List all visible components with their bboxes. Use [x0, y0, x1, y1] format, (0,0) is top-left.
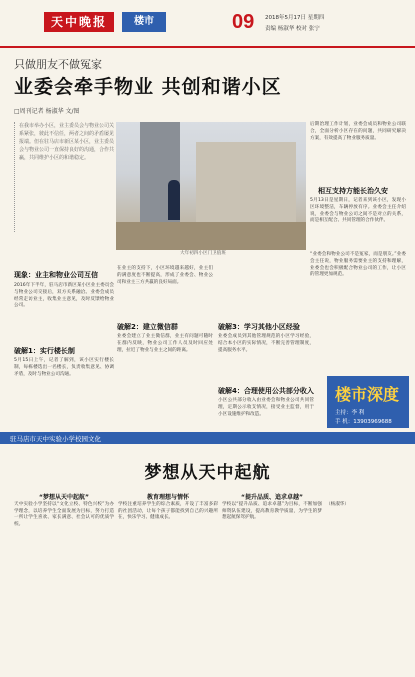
paragraph-4: 业委会成员到其他管理规范的小区学习经验，结合本小区的实际情况，不断完善管理制度，提高服务水平。 — [218, 334, 314, 353]
column-promo-box — [327, 376, 409, 428]
section-banner-text: 驻马店市天中实验小学校园文化 — [10, 435, 101, 443]
subheading-fix-3: 破解3：学习其他小区经验 — [218, 323, 300, 331]
section-label: 楼市 — [122, 12, 166, 32]
subheading-fix-2: 破解2：建立微信群 — [117, 323, 178, 331]
right-column-text: 后期治理工作计划，业委会成员和物业公司联合，全面分析小区存在的问题，共同研究解决方案，有效提高了物业服务质量。 — [310, 122, 406, 141]
photo-building — [196, 142, 296, 222]
article2-col1: 天中实验小学坚持以“文化立校、特色兴校”为办学理念，以培养学生全面发展为目标，努力打造一所让学生喜欢、家长满意、社会认可的优质学校。 — [14, 502, 114, 528]
editor-line: 责编 杨淑华 校对 张宁 — [265, 26, 320, 32]
paragraph-5: 小区公共部分收入由业委会和物业公司共同管理，定期公示收支情况，接受业主监督，用于小区设施维护和改造。 — [218, 398, 314, 417]
page-number: 09 — [232, 11, 255, 33]
right-column-text-3: “业委会和物业公司不是冤家，而是朋友。”业委会主任说，物业服务需要业主的支持和理解，业委会也会积极配合物业公司的工作，让小区的管理更加规范。 — [310, 252, 406, 278]
top-rule — [0, 46, 415, 48]
subheading-2a: “梦想从天中起航” — [39, 494, 89, 501]
right-column-text-2: 5月13日是星期日，记者来到该小区，发现小区环境整洁，车辆停放有序。业委会主任介绍说，业委会与物业公司之间不是对立的关系，而是相互配合、共同管理的合作伙伴。 — [310, 198, 406, 224]
article2-col2: 学校注重培养学生的综合素质，开设了丰富多彩的社团活动，让每个孩子都能找到自己的兴趣所在，快乐学习、健康成长。 — [118, 502, 218, 521]
subheading-2c: “提升品质、追求卓越” — [241, 494, 303, 501]
headline: 业委会牵手物业 共创和谐小区 — [14, 76, 282, 98]
paragraph-6: 在业主的支持下，小区环境越来越好，业主们的满意度也不断提高，形成了业委会、物业公司和业主三方共赢的良好局面。 — [117, 266, 213, 285]
kicker: 只做朋友不做冤家 — [14, 58, 102, 71]
article2-col4: （杨淑华） — [326, 502, 349, 507]
paragraph-3: 业委会建立了业主微信群，业主有问题可随时在群内反映，物业公司工作人员及时回应处理，拉近了物业与业主之间的距离。 — [117, 334, 213, 353]
promo-host: 主持：李 利 — [335, 410, 365, 416]
subheading-phenomenon: 现象：业主和物业公司互信 — [14, 271, 98, 279]
photo-caption: 大年初四小区门卫值班 — [180, 251, 226, 256]
subheading-2b: 教育理想与情怀 — [146, 494, 189, 501]
paragraph-1: 2016年下半年，驻马店市新区某小区业主委员会与物业公司交接后，双方关系融洽。业委会成员经常走访业主，收集业主意见，及时反馈给物业公司。 — [14, 283, 114, 309]
promo-phone: 手 机：13903969688 — [335, 419, 392, 425]
promo-title: 楼市深度 — [335, 385, 400, 404]
article2-col3: 学校以“提升品质、追求卓越”为目标，不断加强师资队伍建设，提高教育教学质量，为学生的梦想起航保驾护航。 — [222, 502, 322, 521]
news-photo — [116, 122, 306, 250]
newspaper-logo: 天中晚报 — [44, 12, 114, 32]
byline: □周刊记者 杨淑华 文/图 — [14, 108, 80, 115]
section-banner — [0, 432, 415, 444]
paragraph-2: 5月15日上午，记者了解到，该小区实行楼长制，每栋楼选出一名楼长，负责收集意见、协调矛盾，及时与物业公司沟通。 — [14, 358, 114, 377]
right-subheading: 相互支持方能长治久安 — [318, 187, 388, 195]
lead-paragraph: 在我市举办小区，业主委员会与物业公司关系紧张，彼此不信任，两者之间的矛盾屡见报端。但在驻马店市新区某小区，业主委员会与物业公司一直保持良好的沟通，合作共赢，共同维护小区的和谐稳定。 — [14, 122, 117, 232]
subheading-fix-4: 破解4：合理使用公共部分收入 — [218, 387, 314, 395]
headline-2: 梦想从天中起航 — [144, 463, 271, 483]
photo-guard — [168, 180, 180, 220]
date-line: 2018年5月17日 星期四 — [265, 15, 325, 21]
subheading-fix-1: 破解1：实行楼长制 — [14, 347, 75, 355]
photo-ground — [116, 222, 306, 250]
